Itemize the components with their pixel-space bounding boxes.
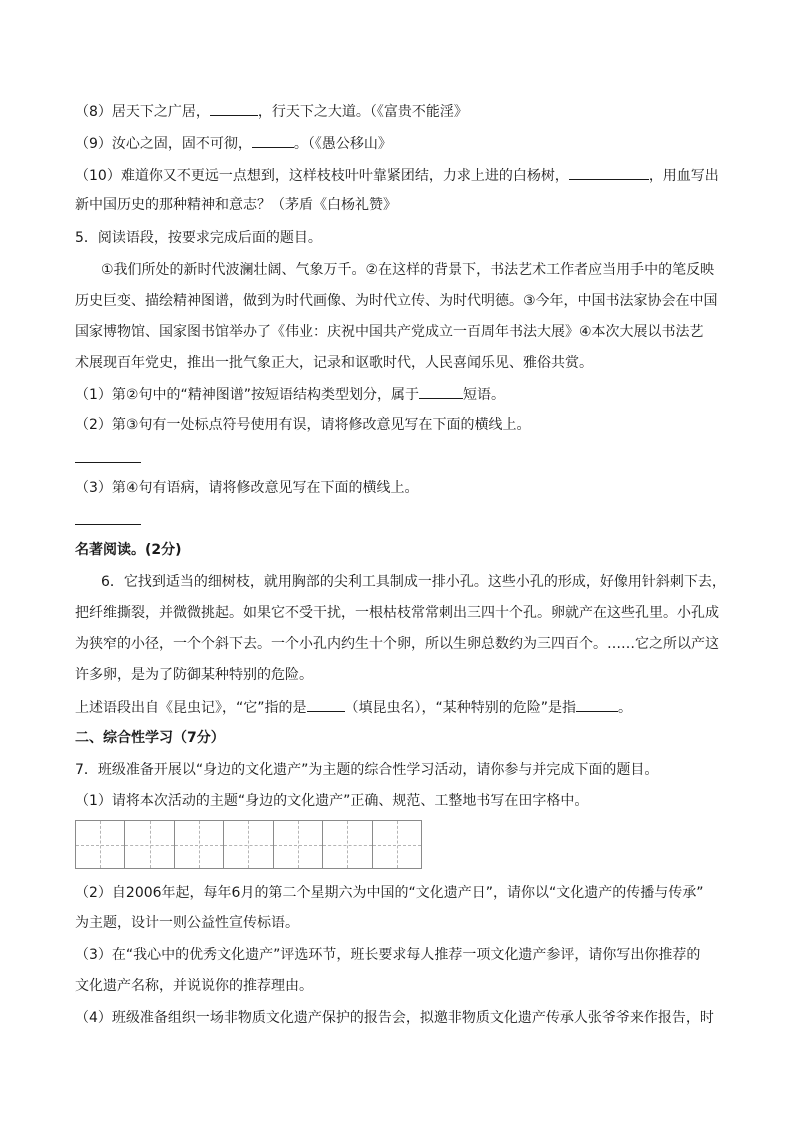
q6-passage-line: 许多卵，是为了防御某种特别的危险。 bbox=[75, 667, 313, 683]
tianzige-cell[interactable] bbox=[274, 821, 323, 868]
q5-sub-question-2: （2）第③句有一处标点符号使用有误，请将修改意见写在下面的横线上。 bbox=[75, 417, 531, 433]
question-5-title: 5．阅读语段，按要求完成后面的题目。 bbox=[75, 230, 322, 246]
q7-sub-question-4: （4）班级准备组织一场非物质文化遗产保护的报告会，拟邀非物质文化遗产传承人张爷爷来作报告，时 bbox=[75, 1010, 714, 1026]
q6-passage-line: 6．它找到适当的细树枝，就用胸部的尖利工具制成一排小孔。这些小孔的形成，好像用针斜刺下去， bbox=[101, 574, 726, 590]
q5-passage-line: 术展现百年党史，推出一批气象正大，记录和讴歌时代，人民喜闻乐见、雅俗共赏。 bbox=[75, 355, 593, 371]
q5-passage-line: 历史巨变、描绘精神图谱，做到为时代画像、为时代立传、为时代明德。③今年，中国书法家协会在中国 bbox=[75, 293, 718, 309]
q5-passage-line: ①我们所处的新时代波澜壮阔、气象万千。②在这样的背景下，书法艺术工作者应当用手中的笔反映 bbox=[101, 262, 715, 278]
q6-answer-blank-danger[interactable] bbox=[576, 697, 618, 712]
question-8 bbox=[75, 101, 468, 122]
tianzige-cell[interactable] bbox=[175, 821, 224, 868]
q8-text-before: （8）居天下之广居， bbox=[75, 104, 210, 120]
q5-sub-question-1 bbox=[75, 384, 505, 405]
q7-sub-question-2: （2）自2006年起，每年6月的第二个星期六为中国的“文化遗产日”，请你以“文化遗产的传播与传承” bbox=[75, 885, 704, 901]
q5-sub1-text-after: 短语。 bbox=[462, 387, 505, 403]
q7-sub-question-3: （3）在“我心中的优秀文化遗产”评选环节，班长要求每人推荐一项文化遗产参评，请你写出你推荐的 bbox=[75, 947, 701, 963]
q5-sub3-answer-line[interactable] bbox=[75, 524, 141, 525]
question-9 bbox=[75, 133, 392, 154]
question-10-continued: 新中国历史的那种精神和意志？（茅盾《白杨礼赞》 bbox=[75, 197, 397, 213]
question-7-title: 7．班级准备开展以“身边的文化遗产”为主题的综合性学习活动，请你参与并完成下面的题目。 bbox=[75, 762, 659, 778]
q7-sub-question-1: （1）请将本次活动的主题“身边的文化遗产”正确、规范、工整地书写在田字格中。 bbox=[75, 793, 589, 809]
q5-sub1-answer-blank[interactable] bbox=[419, 384, 463, 399]
q8-answer-blank[interactable] bbox=[210, 101, 258, 116]
question-10 bbox=[75, 165, 719, 186]
q5-passage-line: 国家博物馆、国家图书馆举办了《伟业：庆祝中国共产党成立一百周年书法大展》④本次大展以书法艺 bbox=[75, 324, 704, 340]
tianzige-cell[interactable] bbox=[76, 821, 125, 868]
q10-text-before: （10）难道你又不更远一点想到，这样枝枝叶叶靠紧团结，力求上进的白杨树， bbox=[75, 168, 569, 184]
q6-passage-line: 把纤维撕裂，并微微挑起。如果它不受干扰，一根枯枝常常刺出三四十个孔。卵就产在这些孔里。小孔成 bbox=[75, 605, 719, 621]
tianzige-cell[interactable] bbox=[224, 821, 273, 868]
q6-text-middle: （填昆虫名），“某种特别的危险”是指 bbox=[344, 700, 577, 716]
tianzige-cell[interactable] bbox=[125, 821, 174, 868]
q5-sub1-text-before: （1）第②句中的“精神图谱”按短语结构类型划分，属于 bbox=[75, 387, 419, 403]
q10-answer-blank[interactable] bbox=[569, 165, 649, 180]
q7-sub-question-3-continued: 文化遗产名称，并说说你的推荐理由。 bbox=[75, 978, 313, 994]
q9-answer-blank[interactable] bbox=[252, 133, 294, 148]
q6-text-before: 上述语段出自《昆虫记》，“它”指的是 bbox=[75, 700, 307, 716]
section-2-heading: 二、综合性学习（7分） bbox=[75, 730, 225, 746]
q5-sub-question-3: （3）第④句有语病，请将修改意见写在下面的横线上。 bbox=[75, 480, 419, 496]
q8-text-after: ，行天下之大道。（《富贵不能淫》 bbox=[257, 104, 468, 120]
tianzige-writing-grid bbox=[75, 820, 422, 869]
tianzige-cell[interactable] bbox=[323, 821, 372, 868]
q6-text-after: 。 bbox=[618, 700, 633, 716]
q6-passage-line: 为狭窄的小径，一个个斜下去。一个小孔内约生十个卵，所以生卵总数约为三四百个。……它之所以产这 bbox=[75, 636, 719, 652]
q6-answer-blank-insect[interactable] bbox=[307, 697, 345, 712]
q10-text-after: ，用血写出 bbox=[648, 168, 719, 184]
q9-text-after: 。（《愚公移山》 bbox=[293, 136, 392, 152]
q7-sub-question-2-continued: 为主题，设计一则公益性宣传标语。 bbox=[75, 915, 299, 931]
q9-text-before: （9）汝心之固，固不可彻， bbox=[75, 136, 252, 152]
classics-reading-heading: 名著阅读。(2分) bbox=[75, 542, 182, 558]
tianzige-cell[interactable] bbox=[373, 821, 421, 868]
q6-question bbox=[75, 697, 632, 718]
q5-sub2-answer-line[interactable] bbox=[75, 462, 141, 463]
